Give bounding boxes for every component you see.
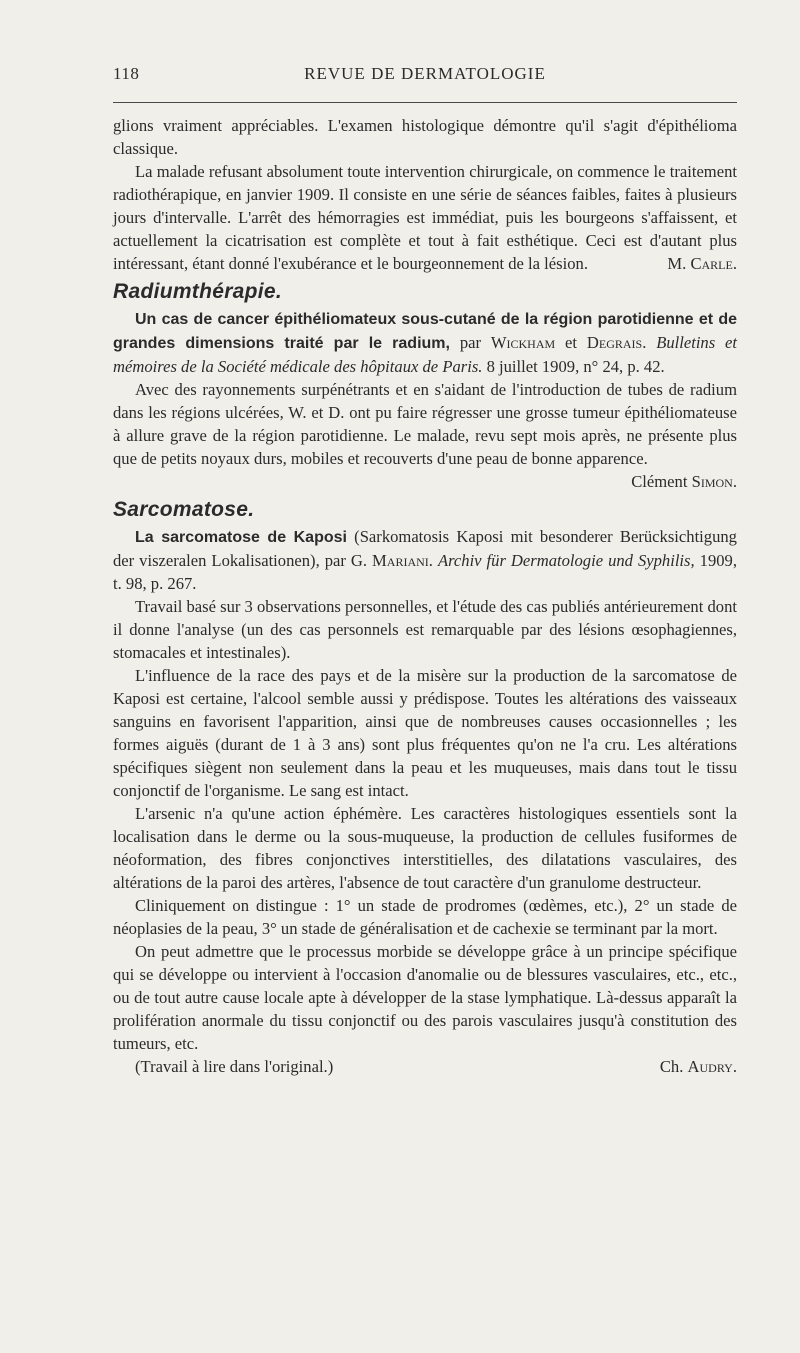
journal-name: Bulletins et mémoires de la Société médicale des hôpitaux de Paris. <box>113 333 737 376</box>
author-wickham: Wickham <box>490 333 556 352</box>
by-word: par <box>459 333 482 352</box>
paragraph-continuation: glions vraiment appréciables. L'examen histologique démontre qu'il s'agit d'épithélioma classique. <box>113 116 737 158</box>
article-title: La sarcomatose de Kaposi <box>135 529 347 546</box>
paragraph-audry <box>113 1055 737 1078</box>
paragraph-clinique: Cliniquement on distingue : 1° un stade de prodromes (œdèmes, etc.), 2° un stade de néoplasies de la peau, 3° un stade de généralisation et de cachexie se terminant par la mort. <box>113 896 737 938</box>
paragraph-arsenic: L'arsenic n'a qu'une action éphémère. Les caractères histologiques essentiels sont la localisation dans le derme ou la sous-muqueuse, la production de cellules fusiformes de néoformation, des fibres conjonctives interstitielles, des dilatations vasculaires, des altérations de la paroi des artères, l'absence de tout caractère d'un granulome destructeur. <box>113 804 737 892</box>
signature-carle: M. Carle. <box>667 254 737 273</box>
author-degrais: Degrais. <box>586 333 647 352</box>
running-title: REVUE DE DERMATOLOGIE <box>304 64 546 83</box>
article-subtitle: (Sarkomatosis Kaposi mit besonderer Berücksichtigung der viszeralen Lokalisationen), par G. <box>113 527 737 570</box>
paragraph-processus: On peut admettre que le processus morbide se développe grâce à un principe spécifique qui se développe ou intervient à l'occasion d'anomalie ou de blessures vasculaires, etc., etc., ou de tout autre cause locale apte à développer de la stase lymphatique. Là-dessus apparaît la prolifération anormale du tissu conjonctif ou des parois vasculaires jusqu'à constitution des tumeurs, etc. <box>113 942 737 1053</box>
section-heading-sarcomatose: Sarcomatose. <box>113 498 255 521</box>
article-reference-wickham <box>113 307 737 378</box>
journal-name: Archiv für Dermatologie und Syphilis, <box>437 551 695 570</box>
signature-audry: Ch. Audry. <box>659 1057 737 1076</box>
page-number: 118 <box>113 64 140 83</box>
paragraph-influence: L'influence de la race des pays et de la misère sur la production de la sarcomatose de Kaposi est certaine, l'alcool semble aussi y prédispose. Toutes les altérations des vaisseaux sanguins en favorisent l'apparition, ainsi que de nombreuses causes occasionnelles ; les formes aiguës (durant de 1 à 3 ans) sont plus fréquentes qu'on ne l'a cru. Les altérations spécifiques siègent non seulement dans la peau et les muqueuses, mais dans tout le tissu conjonctif de l'organisme. Le sang est intact. <box>113 666 737 800</box>
paragraph-carle <box>113 160 737 275</box>
section-heading-radiumtherapie: Radiumthérapie. <box>113 280 283 303</box>
signature-simon: Clément Simon. <box>631 472 737 491</box>
paragraph-text: La malade refusant absolument toute intervention chirurgicale, on commence le traitement radiothérapique, en janvier 1909. Il consiste en une série de séances faibles, faites à plusieurs jours d'intervalle. L'arrêt des hémorragies est immédiat, puis les bourgeons s'affaissent, et actuellement la cicatrisation est complète et tout à fait esthétique. Ceci est d'autant plus intéressant, étant donné l'exubérance et le bourgeonnement de la lésion. <box>113 162 737 273</box>
paragraph-text: (Travail à lire dans l'original.) <box>135 1057 334 1076</box>
citation-ref: 8 juillet 1909, n° 24, p. 42. <box>486 357 665 376</box>
article-reference-mariani <box>113 525 737 595</box>
citation-ref: 1909, t. 98, p. 267. <box>113 551 737 593</box>
article-title: Un cas de cancer épithéliomateux sous-cutané de la région parotidienne et de grandes dimensions traité par le radium, <box>113 311 737 352</box>
article-body <box>113 114 737 1078</box>
author-mariani: Mariani. <box>372 551 433 570</box>
paragraph-observations: Travail basé sur 3 observations personnelles, et l'étude des cas publiés antérieurement dont il donne l'analyse (un des cas personnels est remarquable par des lésions œsophagiennes, stomacales et intestinales). <box>113 597 737 662</box>
and-word: et <box>565 333 578 352</box>
paragraph-simon <box>113 378 737 493</box>
paragraph-text: Avec des rayonnements surpénétrants et en s'aidant de l'introduction de tubes de radium dans les régions ulcérées, W. et D. ont pu faire régresser une grosse tumeur épithéliomateuse à allure grave de la région parotidienne. Le malade, revu sept mois après, ne présente plus que de petits noyaux durs, mobiles et recouverts d'une peau de bonne apparence. <box>113 380 737 468</box>
page-header <box>113 64 737 94</box>
header-rule <box>113 102 737 103</box>
